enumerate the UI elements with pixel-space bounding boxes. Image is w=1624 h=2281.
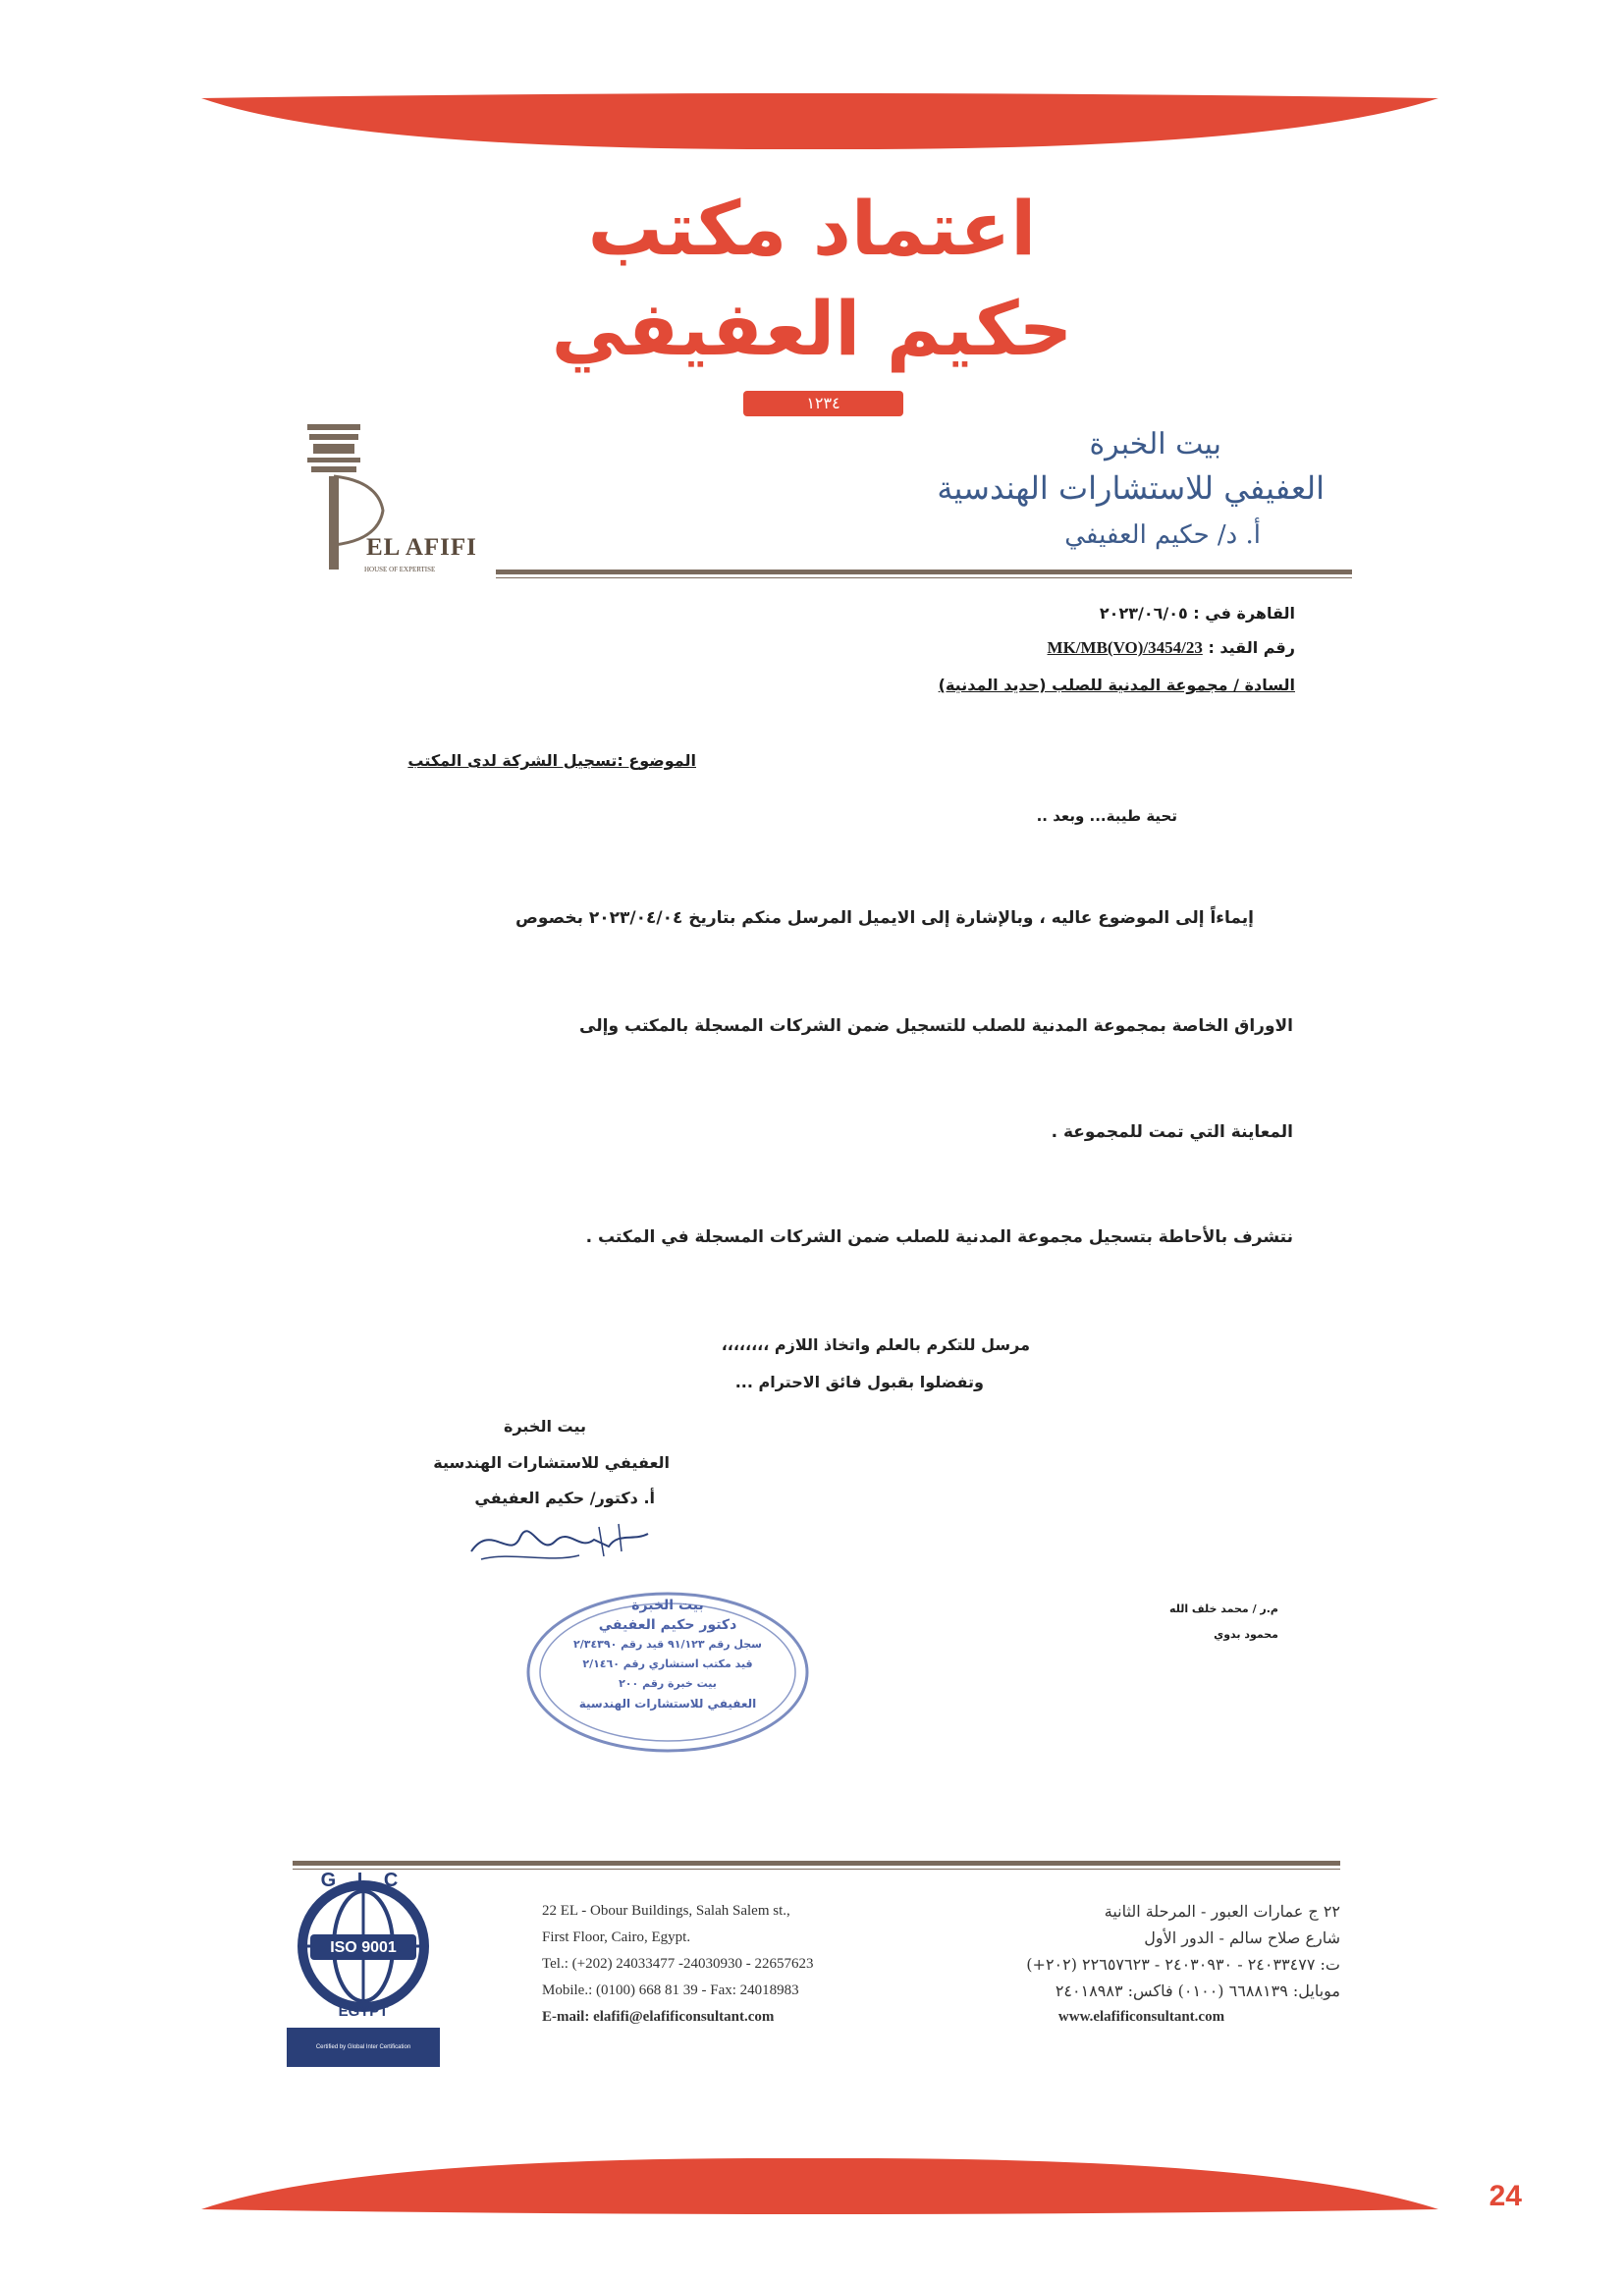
iso-bottom-text: EGYPT	[338, 2003, 389, 2020]
iso-top-text: G I C	[320, 1870, 406, 1891]
footer-ar-line-1: ٢٢ ج عمارات العبور - المرحلة الثانية	[1104, 1902, 1340, 1921]
footer-ar-line-3: ت: ٢٤٠٣٣٤٧٧ - ٢٤٠٣٠٩٣٠ - ٢٢٦٥٧٦٢٣ (٢٠٢+)	[1026, 1955, 1340, 1974]
stamp-line-3: سجل رقم ٩١/١٢٣ قيد رقم ٢/٣٤٣٩٠	[573, 1638, 762, 1651]
letter-subject: الموضوع :تسجيل الشركة لدى المكتب	[407, 751, 696, 770]
logo-name: EL AFIFI	[366, 534, 477, 561]
letterhead-firm: العفيفي للاستشارات الهندسية	[937, 469, 1325, 507]
title-line-2: حكيم العفيفي	[551, 285, 1073, 372]
footer-address-ar	[943, 1898, 1340, 2031]
page-number: 24	[1489, 2180, 1522, 2212]
closing-line-1: مرسل للتكرم بالعلم واتخاذ اللازم ،،،،،،،،	[721, 1335, 1030, 1354]
body-paragraph-2: نتشرف بالأحاطة بتسجيل مجموعة المدنية للصلب ضمن الشركات المسجلة في المكتب .	[585, 1227, 1293, 1247]
handwritten-signature	[461, 1512, 658, 1571]
footer-rule	[293, 1861, 1340, 1866]
body-paragraph-line-2: الاوراق الخاصة بمجموعة المدنية للصلب للتسجيل ضمن الشركات المسجلة بالمكتب وإلى	[579, 1016, 1293, 1036]
letterhead-person: أ. د/ حكيم العفيفي	[1064, 520, 1261, 550]
cc-line-2: محمود بدوي	[1214, 1628, 1278, 1641]
stamp-line-1: بيت الخبرة	[631, 1598, 704, 1613]
footer-website: www.elafificonsultant.com	[1057, 2009, 1225, 2025]
bottom-swoosh	[0, 2158, 1624, 2217]
signature-name: أ. دكتور/ حكيم العفيفي	[474, 1489, 655, 1507]
iso-9001-badge	[287, 1866, 440, 2067]
logo-tagline: HOUSE OF EXPERTISE	[364, 566, 436, 573]
reference-label: رقم القيد :	[1208, 638, 1295, 657]
stamp-line-2: دكتور حكيم العفيفي	[598, 1617, 737, 1633]
footer-en-line-2: First Floor, Cairo, Egypt.	[542, 1929, 691, 1945]
reference-value: 3454/23/MK/MB(VO)	[1047, 638, 1203, 657]
title-line-1: اعتماد مكتب	[587, 185, 1037, 272]
footer-en-line-3: Tel.: (+202) 24033477 -24030930 - 22657623	[542, 1956, 814, 1972]
signature-org-2: العفيفي للاستشارات الهندسية	[433, 1453, 670, 1472]
el-afifi-logo	[299, 422, 506, 589]
letter-reference	[1048, 638, 1295, 658]
iso-caption: Certified by Global Inter Certification	[287, 2028, 440, 2067]
top-swoosh	[0, 90, 1624, 149]
letter-date: القاهرة في : ٢٠٢٣/٠٦/٠٥	[1099, 604, 1295, 623]
footer-email: E-mail: elafifi@elafificonsultant.com	[542, 2009, 775, 2025]
iso-center-text: ISO 9001	[330, 1939, 397, 1956]
footer-ar-line-4: موبايل: ٦٦٨٨١٣٩ (٠١٠٠) فاكس: ٢٤٠١٨٩٨٣	[1055, 1982, 1340, 2000]
letter-recipient: السادة / مجموعة المدنية للصلب (حديد المدنية)	[938, 676, 1295, 694]
title-underline-bar: ١٢٣٤	[743, 391, 903, 416]
closing-line-2: وتفضلوا بقبول فائق الاحترام ...	[734, 1373, 984, 1391]
official-stamp	[520, 1586, 815, 1758]
body-paragraph-line-3: المعاينة التي تمت للمجموعة .	[1051, 1122, 1293, 1142]
stamp-line-6: العفيفي للاستشارات الهندسية	[578, 1697, 757, 1711]
letterhead-house: بيت الخبرة	[1089, 427, 1221, 462]
cc-line-1: م.ر / محمد خلف الله	[1169, 1602, 1278, 1615]
footer-address-en	[542, 1898, 915, 2031]
body-paragraph-line-1: إيماءاً إلى الموضوع عاليه ، وبالإشارة إلى الايميل المرسل منكم بتاريخ ٢٠٢٣/٠٤/٠٤ بخصوص	[515, 908, 1254, 928]
letterhead-rule	[496, 570, 1352, 574]
stamp-line-4: قيد مكتب استشاري رقم ٢/١٤٦٠	[582, 1657, 753, 1670]
footer-en-line-4: Mobile.: (0100) 668 81 39 - Fax: 24018983	[542, 1982, 799, 1998]
letter-greeting: تحية طيبة... وبعد ..	[1036, 807, 1177, 825]
footer-en-line-1: 22 EL - Obour Buildings, Salah Salem st.,	[542, 1903, 790, 1919]
stamp-line-5: بيت خبرة رقم ٢٠٠	[619, 1677, 717, 1690]
letterhead-rule-thin	[496, 577, 1352, 578]
signature-org-1: بيت الخبرة	[504, 1417, 586, 1436]
footer-ar-line-2: شارع صلاح سالم - الدور الأول	[1144, 1928, 1340, 1947]
footer-rule-thin	[293, 1869, 1340, 1870]
